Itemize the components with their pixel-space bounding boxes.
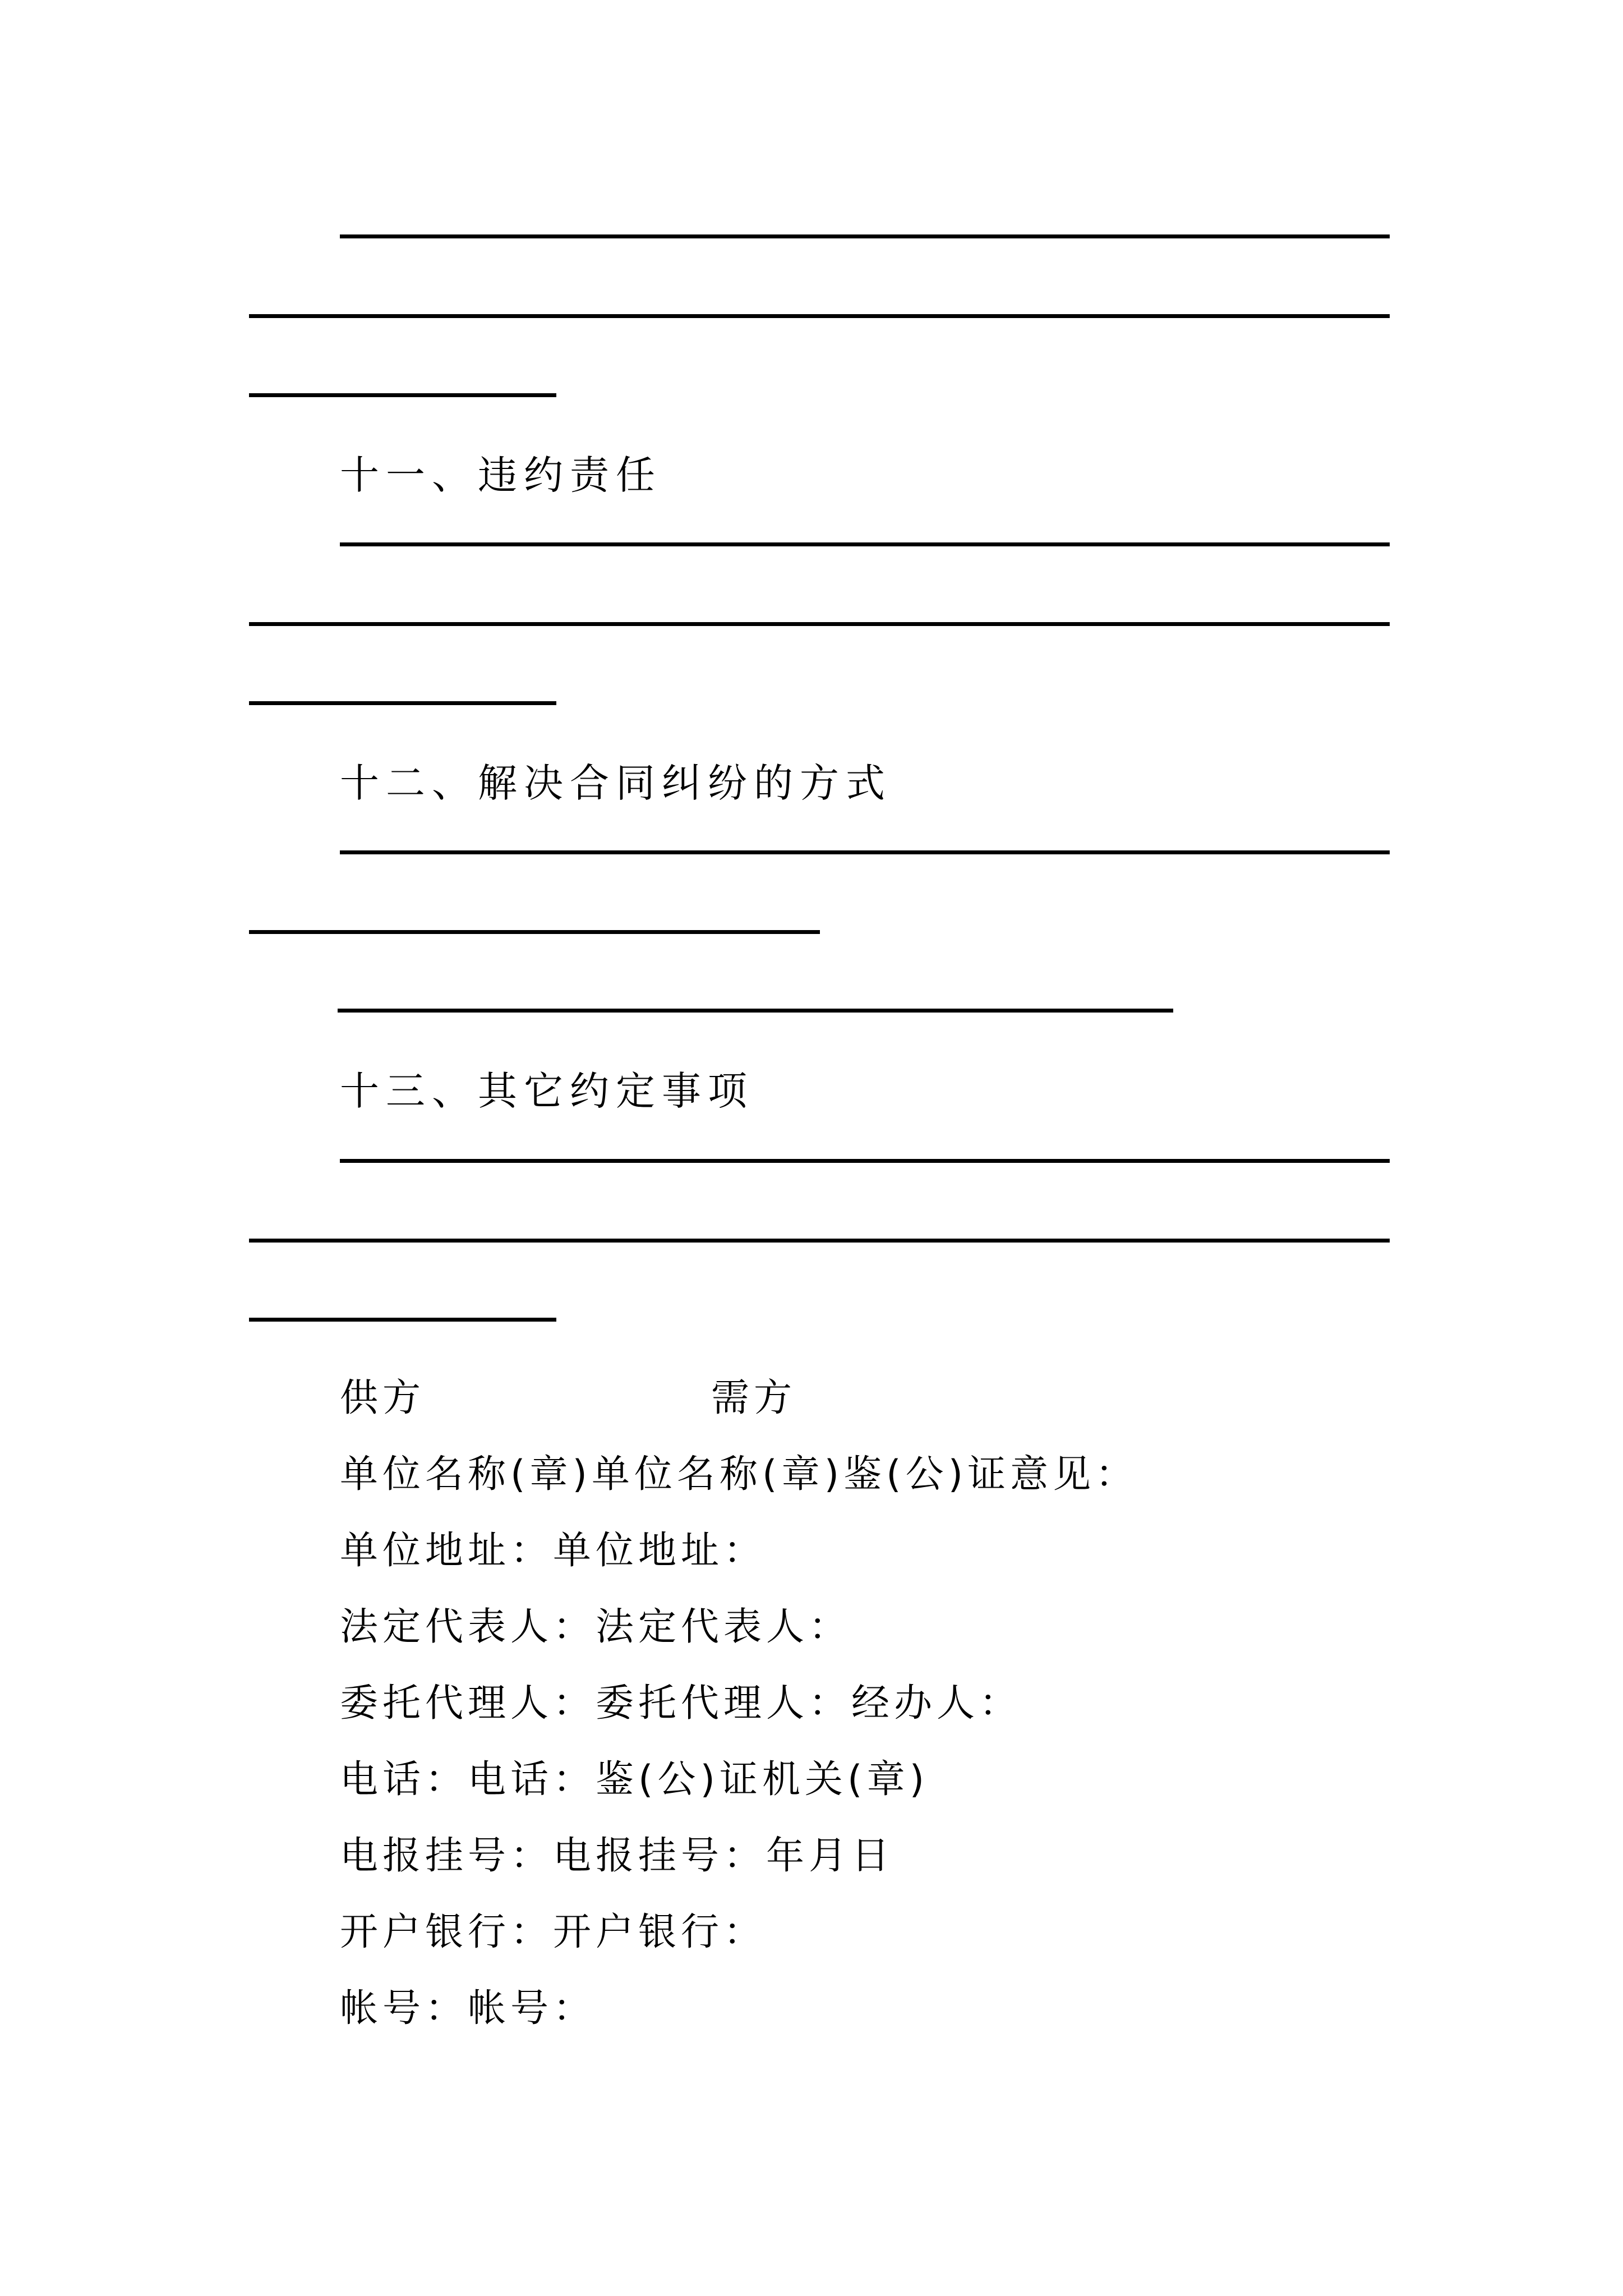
signature-line-bank: 开户银行：开户银行： [340, 1910, 767, 1954]
fill-line[interactable] [249, 930, 820, 934]
fill-line[interactable] [249, 701, 556, 705]
fill-line[interactable] [340, 234, 1390, 238]
signature-line-unit-name: 单位名称(章)单位名称(章)鉴(公)证意见： [340, 1452, 1138, 1497]
signature-line-unit-address: 单位地址：单位地址： [340, 1529, 767, 1573]
fill-line[interactable] [249, 622, 1390, 626]
fill-line[interactable] [249, 1239, 1390, 1243]
fill-line[interactable] [340, 1159, 1390, 1163]
section-heading-liability: 十一、违约责任 [340, 452, 662, 498]
signature-line-telegraph: 电报挂号：电报挂号：年月日 [340, 1834, 895, 1878]
fill-line[interactable] [249, 393, 556, 397]
fill-line[interactable] [340, 850, 1390, 854]
section-heading-other-matters: 十三、其它约定事项 [340, 1068, 754, 1114]
fill-line[interactable] [340, 542, 1390, 546]
signature-line-phone: 电话：电话：鉴(公)证机关(章) [340, 1757, 929, 1802]
signature-line-account: 帐号：帐号： [340, 1986, 596, 2031]
fill-line[interactable] [249, 314, 1390, 318]
fill-line[interactable] [249, 1318, 556, 1322]
supplier-label: 供方 [340, 1376, 426, 1420]
section-heading-dispute-resolution: 十二、解决合同纠纷的方式 [340, 760, 892, 806]
signature-line-legal-rep: 法定代表人：法定代表人： [340, 1605, 852, 1649]
buyer-label: 需方 [711, 1376, 797, 1420]
signature-line-agent: 委托代理人：委托代理人：经办人： [340, 1681, 1022, 1726]
fill-line[interactable] [338, 1009, 1173, 1013]
